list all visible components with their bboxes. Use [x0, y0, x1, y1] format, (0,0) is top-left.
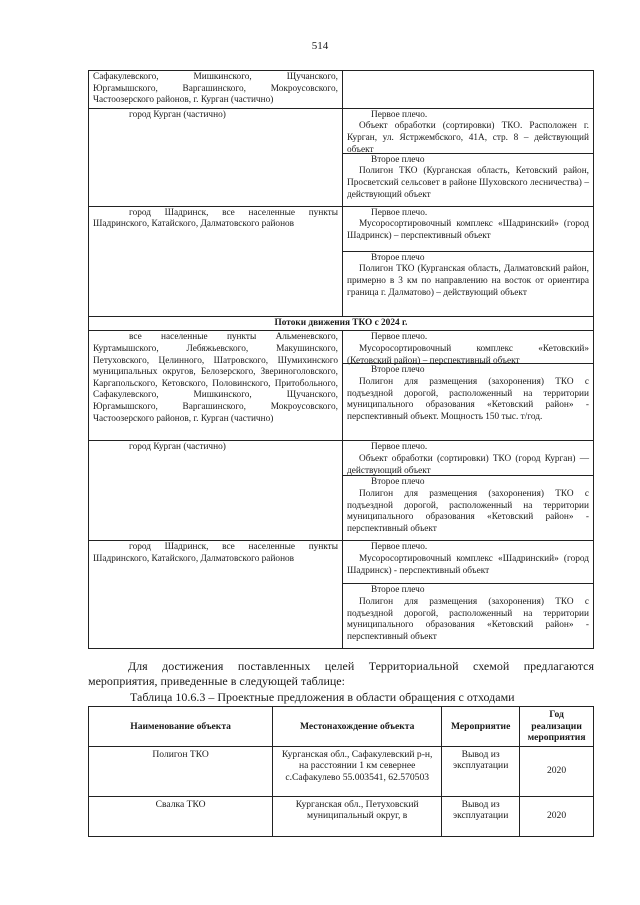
destination-cell	[343, 541, 594, 649]
leg-heading: Первое плечо.	[371, 542, 428, 553]
column-header: Наименование объекта	[89, 707, 273, 747]
action-cell: Вывод из эксплуатации	[442, 796, 520, 836]
column-header: Год реализации мероприятия	[520, 707, 594, 747]
page-number: 514	[311, 40, 329, 52]
table-row	[89, 441, 594, 541]
leg-description: Полигон для размещения (захоронения) ТКО с подъездной дорогой, расположенный на территории муниципального образования «Кетовский район» - перспективный объект	[347, 596, 589, 642]
table-row	[89, 206, 594, 316]
destination-cell	[343, 71, 594, 109]
leg-heading: Первое плечо.	[371, 109, 428, 120]
first-leg	[343, 109, 593, 153]
section-title: Потоки движения ТКО с 2024 г.	[89, 316, 594, 331]
origin-cell: Сафакулевского, Мишкинского, Щучанского, Юргамышского, Варгашинского, Мокроусовского, Частоозерского районов, г. Курган (частично)	[89, 71, 343, 109]
leg-description: Полигон ТКО (Курганская область, Далматовский район, примерно в 3 км по направлению на восток от ориентира граница г. Далматово) – действующий объект	[347, 264, 589, 298]
second-leg	[343, 475, 593, 540]
origin-cell	[89, 441, 343, 541]
page-bottom-margin	[88, 862, 596, 905]
origin-cell	[89, 108, 343, 206]
destination-cell	[343, 331, 594, 441]
origin-text: город Курган (частично)	[129, 442, 226, 453]
origin-text: город Курган (частично)	[129, 109, 226, 120]
action-cell: Вывод из эксплуатации	[442, 746, 520, 796]
table-row	[89, 796, 594, 836]
header-row	[89, 707, 594, 747]
leg-heading: Второе плечо	[371, 477, 425, 488]
leg-description: Мусоросортировочный комплекс «Кетовский» (Кетовский район) – перспективный объект	[347, 343, 589, 366]
year-cell: 2020	[520, 796, 594, 836]
second-leg	[343, 153, 593, 206]
origin-text: все населенные пункты Альменевского, Куртамышского, Лебяжьевского, Макушинского, Петуховского, Целинного, Шатровского, Шумихинского муниципальных округов, Белозерского, Звериноголовского, Каргапольского, Кетовского, Половинского, Притобольного, Сафакулевского, Мишкинского, Щучанского, Юргамышского, Варгашинского, Мокроусовского, Частоозерского районов, г. Курган (частично)	[93, 332, 338, 424]
leg-description: Мусоросортировочный комплекс «Шадринский» (город Шадринск) – перспективный объект	[347, 219, 589, 241]
leg-heading: Второе плечо	[371, 252, 425, 263]
second-leg	[343, 251, 593, 316]
year-cell: 2020	[520, 746, 594, 796]
destination-cell	[343, 441, 594, 541]
table-row	[89, 108, 594, 206]
leg-description: Объект обработки (сортировки) ТКО (город Курган) — действующий объект	[347, 453, 589, 476]
leg-heading: Первое плечо.	[371, 207, 428, 218]
first-leg	[343, 441, 593, 475]
object-name-cell: Полигон ТКО	[89, 746, 273, 796]
origin-cell	[89, 541, 343, 649]
object-location-cell: Курганская обл., Петуховский муниципальный округ, в	[273, 796, 442, 836]
origin-cell	[89, 206, 343, 316]
origin-text: город Шадринск, все населенные пункты Шадринского, Катайского, Далматовского районов	[93, 207, 338, 230]
intro-text: Для достижения поставленных целей Территориальной схемой предлагаются мероприятия, приведенные в следующей таблице:	[88, 659, 594, 688]
leg-description: Полигон для размещения (захоронения) ТКО с подъездной дорогой, расположенный на территории муниципального образования «Кетовский район» - перспективный объект	[347, 488, 589, 534]
section-header-row	[89, 316, 594, 331]
first-leg	[343, 541, 593, 583]
leg-description: Полигон для размещения (захоронения) ТКО с подъездной дорогой, расположенный на территории муниципального образования «Кетовский район» - перспективный объект. Мощность 150 тыс. т/год.	[347, 376, 589, 422]
object-location-cell: Курганская обл., Сафакулевский р-н, на расстоянии 1 км севернее с.Сафакулево 55.003541, 62.570503	[273, 746, 442, 796]
leg-description: Мусоросортировочный комплекс «Шадринский» (город Шадринск) - перспективный объект	[347, 553, 589, 576]
column-header: Местонахождение объекта	[273, 707, 442, 747]
leg-heading: Второе плечо	[371, 154, 425, 165]
first-leg	[343, 207, 593, 251]
table-row	[89, 71, 594, 109]
object-name-cell: Свалка ТКО	[89, 796, 273, 836]
waste-flow-table	[88, 70, 594, 649]
table-row	[89, 746, 594, 796]
origin-cell	[89, 331, 343, 441]
second-leg	[343, 583, 593, 648]
leg-description: Объект обработки (сортировки) ТКО. Расположен г. Курган, ул. Ястржембского, 41А, стр. 8 – действующий объект	[347, 121, 589, 155]
first-leg	[343, 331, 593, 366]
table-row	[89, 541, 594, 649]
leg-description: Полигон ТКО (Курганская область, Кетовский район, Просветский сельсовет в районе Шуховского лесничества) – действующий объект	[347, 166, 589, 200]
leg-heading: Первое плечо.	[371, 332, 428, 343]
destination-cell	[343, 108, 594, 206]
table-caption: Таблица 10.6.3 – Проектные предложения в области обращения с отходами	[130, 690, 515, 704]
origin-text: город Шадринск, все населенные пункты Шадринского, Катайского, Далматовского районов	[93, 542, 338, 564]
leg-heading: Второе плечо	[371, 365, 425, 376]
destination-cell	[343, 206, 594, 316]
column-header: Мероприятие	[442, 707, 520, 747]
second-leg	[343, 363, 593, 440]
leg-heading: Первое плечо.	[371, 442, 428, 453]
table-row	[89, 331, 594, 441]
leg-heading: Второе плечо	[371, 585, 425, 596]
intro-paragraph	[88, 659, 594, 688]
project-proposals-table	[88, 706, 594, 837]
